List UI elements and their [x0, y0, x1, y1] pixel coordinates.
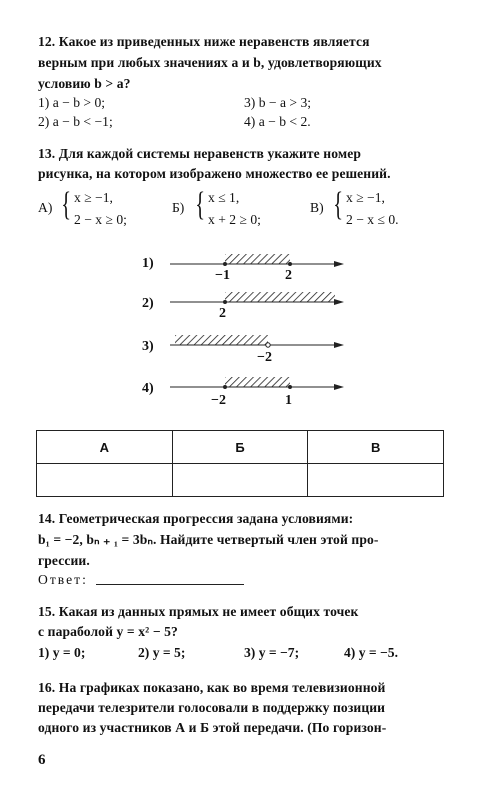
page-number: 6	[38, 752, 46, 768]
q15-line-2: с параболой y = x² − 5?	[38, 624, 178, 639]
system-c	[310, 186, 450, 236]
q12-options-row-1	[38, 95, 438, 113]
system-b-line-2: x + 2 ≥ 0;	[208, 212, 261, 227]
q15-options-row	[38, 645, 438, 663]
figure-3-tick: −2	[257, 350, 272, 365]
q12-line-2: верным при любых значениях a и b, удовлетворяющих	[38, 55, 382, 70]
system-a-label: А)	[38, 200, 53, 215]
figure-1-tick-right: 2	[285, 268, 292, 283]
answer-table-header-row	[37, 431, 444, 464]
q14-answer-label: Ответ:	[38, 572, 88, 587]
q12-option-1: 1) a − b > 0;	[38, 95, 106, 110]
q15-option-2: 2) y = 5;	[138, 645, 186, 660]
q16-line-3: одного из участников А и Б этой передачи. (По горизон-	[38, 720, 387, 735]
q12-option-3: 3) b − a > 3;	[244, 95, 312, 110]
q16-line-1: 16. На графиках показано, как во время телевизионной	[38, 680, 386, 695]
answer-table-header-b: Б	[172, 431, 308, 464]
q14-answer	[38, 572, 244, 588]
system-c-brace: {	[333, 186, 344, 223]
system-b-brace: {	[195, 186, 206, 223]
q15-line-1: 15. Какая из данных прямых не имеет общих точек	[38, 604, 359, 619]
figure-1-number-line	[170, 252, 350, 274]
figure-1-number: 1)	[142, 256, 154, 271]
answer-cell-a[interactable]	[37, 464, 173, 497]
q15-option-1: 1) y = 0;	[38, 645, 86, 660]
figure-4-tick-left: −2	[211, 393, 226, 408]
q12-option-2: 2) a − b < −1;	[38, 114, 113, 129]
answer-cell-b[interactable]	[172, 464, 308, 497]
q13-line-1: 13. Для каждой системы неравенств укажите номер	[38, 146, 362, 161]
system-a-brace: {	[61, 186, 72, 223]
system-b-label: Б)	[172, 200, 185, 215]
q12-line-3: условию b > a?	[38, 76, 131, 91]
q14-line-2: b₁ = −2, bₙ ₊ ₁ = 3bₙ. Найдите четвертый член этой про-	[38, 532, 379, 547]
q14-line-3: грессии.	[38, 553, 90, 568]
answer-table-header-a: А	[37, 431, 173, 464]
q15-option-4: 4) y = −5.	[344, 645, 399, 660]
figure-2-number-line	[170, 290, 350, 312]
figure-3-number: 3)	[142, 339, 154, 354]
figure-4-number: 4)	[142, 381, 154, 396]
figure-4-number-line	[170, 375, 350, 397]
system-c-line-1: x ≥ −1,	[346, 190, 385, 205]
q12-options-row-2	[38, 114, 438, 132]
answer-cell-c[interactable]	[308, 464, 444, 497]
figure-2-number: 2)	[142, 296, 154, 311]
q14-answer-blank[interactable]	[96, 572, 244, 585]
figure-4-tick-right: 1	[285, 393, 292, 408]
q13-line-2: рисунка, на котором изображено множество ее решений.	[38, 166, 391, 181]
q14-line-1: 14. Геометрическая прогрессия задана условиями:	[38, 511, 354, 526]
q12-option-4: 4) a − b < 2.	[244, 114, 311, 129]
q15-option-3: 3) y = −7;	[244, 645, 300, 660]
figure-1-tick-left: −1	[215, 268, 230, 283]
system-c-label: В)	[310, 200, 324, 215]
system-a	[38, 186, 168, 236]
answer-table	[36, 430, 444, 497]
q16-line-2: передачи телезрители голосовали в поддержку позиции	[38, 700, 386, 715]
system-a-line-2: 2 − x ≥ 0;	[74, 212, 127, 227]
answer-table-input-row	[37, 464, 444, 497]
system-b	[172, 186, 302, 236]
answer-table-header-c: В	[308, 431, 444, 464]
system-c-line-2: 2 − x ≤ 0.	[346, 212, 399, 227]
system-a-line-1: x ≥ −1,	[74, 190, 113, 205]
system-b-line-1: x ≤ 1,	[208, 190, 240, 205]
q12-line-1: 12. Какое из приведенных ниже неравенств является	[38, 34, 370, 49]
figure-2-tick: 2	[219, 306, 226, 321]
